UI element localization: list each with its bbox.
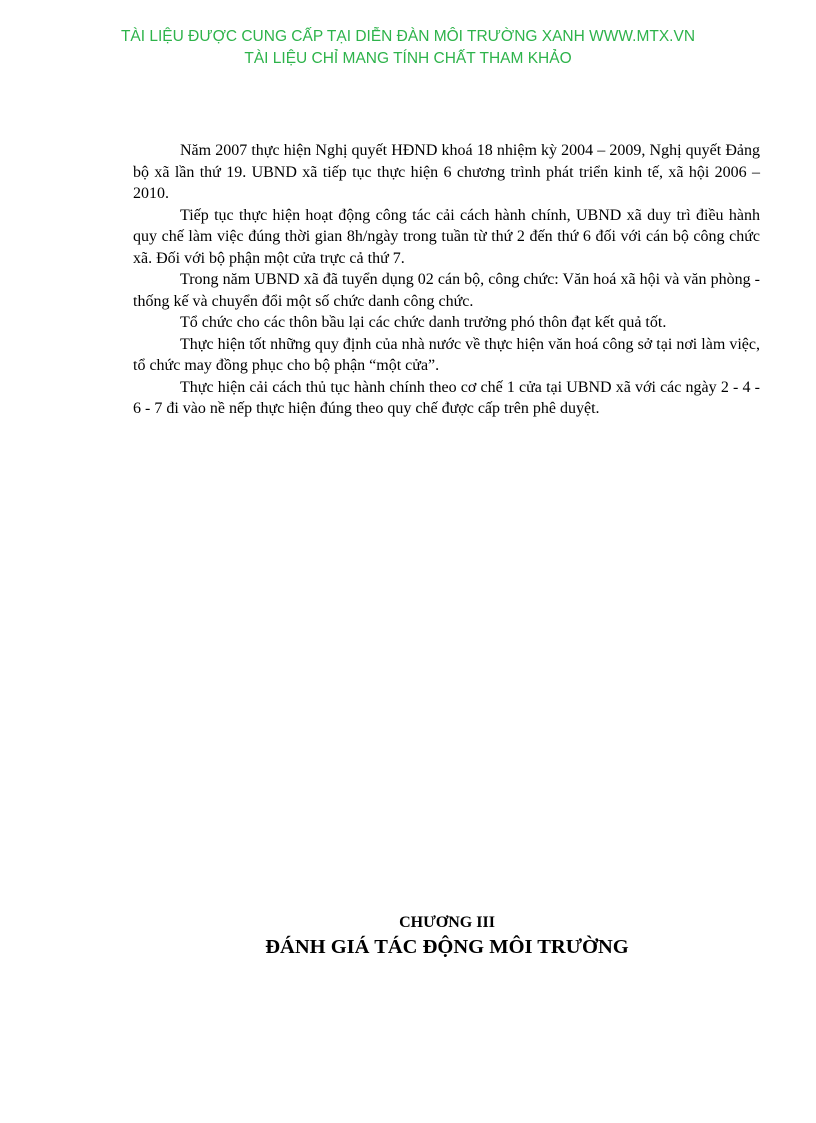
chapter-label: CHƯƠNG III — [399, 914, 495, 931]
watermark-header — [0, 26, 816, 70]
paragraph: Thực hiện cải cách thủ tục hành chính theo cơ chế 1 cửa tại UBND xã với các ngày 2 - 4 - 6 - 7 đi vào nề nếp thực hiện đúng theo quy chế được cấp trên phê duyệt. — [133, 378, 760, 417]
chapter-title: ĐÁNH GIÁ TÁC ĐỘNG MÔI TRƯỜNG — [265, 936, 629, 958]
header-line-2: TÀI LIỆU CHỈ MANG TÍNH CHẤT THAM KHẢO — [244, 50, 572, 67]
document-body — [133, 140, 760, 420]
chapter-heading — [0, 913, 816, 961]
paragraph: Thực hiện tốt những quy định của nhà nước về thực hiện văn hoá công sở tại nơi làm việc, tổ chức may đồng phục cho bộ phận “một cửa”. — [133, 335, 760, 374]
paragraph: Năm 2007 thực hiện Nghị quyết HĐND khoá 18 nhiệm kỳ 2004 – 2009, Nghị quyết Đảng bộ xã lần thứ 19. UBND xã tiếp tục thực hiện 6 chương trình phát triển kinh tế, xã hội 2006 – 2010. — [133, 142, 760, 202]
paragraph: Tiếp tục thực hiện hoạt động công tác cải cách hành chính, UBND xã duy trì điều hành quy chế làm việc đúng thời gian 8h/ngày trong tuần từ thứ 2 đến thứ 6 đối với cán bộ công chức xã. Đối với bộ phận một cửa trực cả thứ 7. — [133, 206, 760, 267]
paragraph: Trong năm UBND xã đã tuyển dụng 02 cán bộ, công chức: Văn hoá xã hội và văn phòng - thống kế và chuyển đổi một số chức danh công chức. — [133, 271, 760, 310]
paragraph: Tổ chức cho các thôn bầu lại các chức danh trưởng phó thôn đạt kết quả tốt. — [180, 314, 667, 331]
header-line-1: TÀI LIỆU ĐƯỢC CUNG CẤP TẠI DIỄN ĐÀN MÔI TRƯỜNG XANH WWW.MTX.VN — [120, 28, 696, 45]
